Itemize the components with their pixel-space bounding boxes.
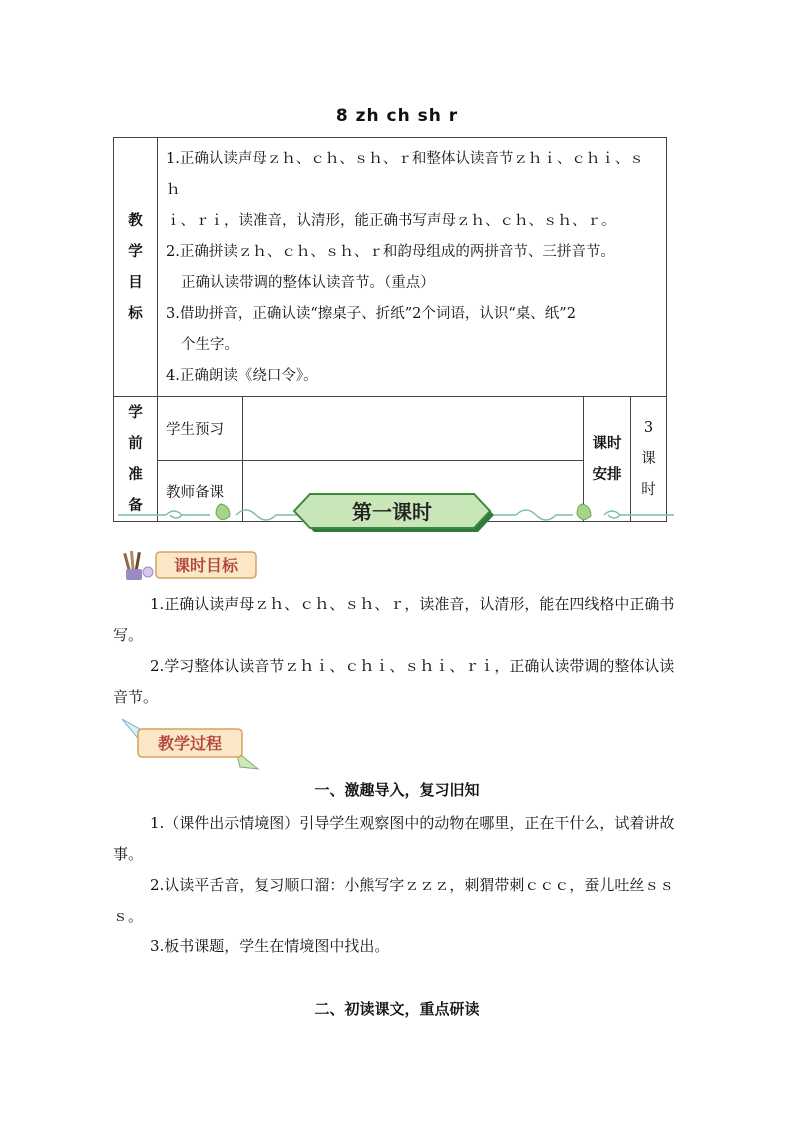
goal-line: 1.正确认读声母ｚｈ、ｃｈ、ｓｈ、ｒ和整体认读音节ｚｈｉ、ｃｈｉ、ｓｈ — [166, 151, 644, 198]
goal-line: 个生字。 — [181, 337, 239, 353]
goal-line: 3.借助拼音，正确认读“擦桌子、折纸”2个词语，认识“桌、纸”2 — [166, 306, 576, 322]
process-tag-text: 教学过程 — [157, 734, 223, 753]
lesson-plan-table — [113, 137, 667, 522]
lesson-title: 8 zh ch sh r — [335, 106, 459, 126]
brush-pencil-icon — [123, 551, 153, 580]
teacher-prep-label: 教师备课 — [158, 461, 243, 522]
section2-heading: 二、初读课文，重点研读 — [314, 1000, 480, 1018]
student-prep-label: 学生预习 — [158, 397, 243, 461]
goal-line: 4.正确朗读《绕口令》。 — [166, 368, 318, 384]
goals-header: 教 学 目 标 — [114, 138, 158, 397]
goal-line: 正确认读带调的整体认读音节。（重点） — [181, 275, 435, 291]
objectives-tag-text: 课时目标 — [173, 556, 239, 575]
schedule-value: 3 课 时 — [631, 397, 667, 522]
process-item: 2.认读平舌音，复习顺口溜：小熊写字ｚｚｚ，刺猬带刺ｃｃｃ，蚕儿吐丝ｓｓｓ。 — [113, 876, 675, 925]
left-leaf-icon — [216, 504, 230, 520]
goals-content — [158, 138, 667, 397]
student-prep-field — [243, 397, 584, 461]
prep-header: 学 前 准 备 — [114, 397, 158, 522]
objectives-tag — [120, 547, 260, 583]
process-tag — [120, 717, 260, 773]
objective-item: 2.学习整体认读音节ｚｈｉ、ｃｈｉ、ｓｈｉ、ｒｉ，正确认读带调的整体认读音节。 — [113, 657, 675, 706]
section1-heading: 一、激趣导入，复习旧知 — [314, 781, 480, 799]
objective-item: 1.正确认读声母ｚｈ、ｃｈ、ｓｈ、ｒ，读准音，认清形，能在四线格中正确书写。 — [113, 595, 675, 644]
left-vine-decoration — [118, 510, 304, 520]
schedule-label: 课时 安排 — [584, 397, 631, 522]
right-leaf-icon — [577, 504, 591, 520]
goal-line: 2.正确拼读ｚｈ、ｃｈ、ｓｈ、ｒ和韵母组成的两拼音节、三拼音节。 — [166, 244, 615, 260]
process-item: 3.板书课题，学生在情境图中找出。 — [150, 937, 390, 955]
lesson-banner — [118, 488, 674, 536]
process-item: 1.（课件出示情境图）引导学生观察图中的动物在哪里，正在干什么，试着讲故事。 — [113, 814, 675, 863]
goal-line: ｉ、ｒｉ，读准音，认清形，能正确书写声母ｚｈ、ｃｈ、ｓｈ、ｒ。 — [166, 213, 616, 229]
banner-text: 第一课时 — [352, 500, 432, 524]
